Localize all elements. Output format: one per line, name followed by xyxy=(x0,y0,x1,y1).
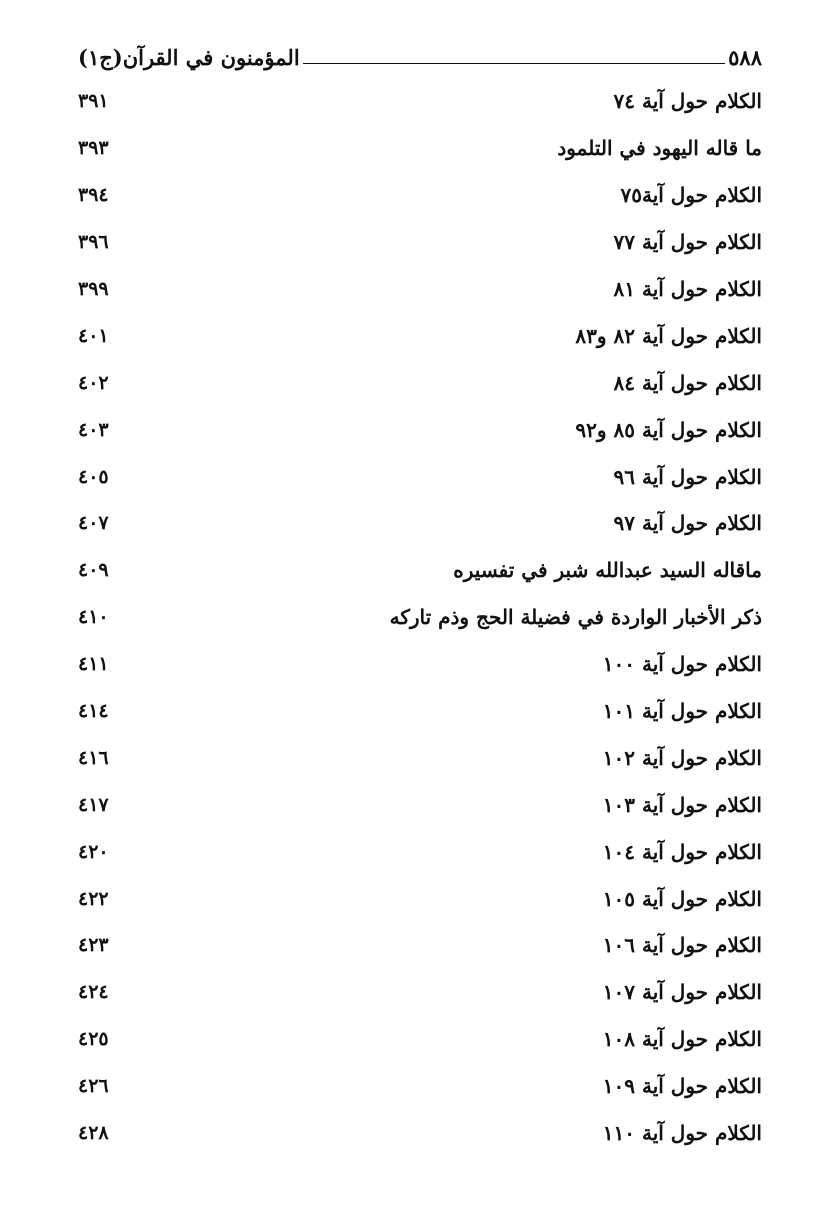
toc-entry-page-number: ٤٠٩ xyxy=(78,559,109,582)
toc-entry xyxy=(78,312,762,359)
toc-entry xyxy=(78,781,762,828)
toc-entry-title: الكلام حول آية ٧٧ xyxy=(613,230,762,255)
toc-entry-title: الكلام حول آية ١٠٦ xyxy=(602,933,762,958)
toc-entry-page-number: ٤٢٥ xyxy=(78,1028,109,1051)
toc-entry-title: الكلام حول آية ١٠٠ xyxy=(602,652,762,677)
toc-entry xyxy=(78,125,762,172)
toc-entry xyxy=(78,1110,762,1157)
toc-entry xyxy=(78,1063,762,1110)
toc-entry-page-number: ٤٢٤ xyxy=(78,981,109,1004)
toc-entry-page-number: ٣٩٤ xyxy=(78,184,109,207)
toc-entry-page-number: ٣٩٦ xyxy=(78,231,109,254)
toc-entry-page-number: ٣٩٩ xyxy=(78,278,109,300)
toc-entry xyxy=(78,688,762,735)
toc-entry-title: الكلام حول آية ١٠٧ xyxy=(602,980,762,1005)
toc-entry-title: الكلام حول آية ١٠٨ xyxy=(602,1027,762,1052)
toc-entry xyxy=(78,594,762,641)
toc-entry-title: الكلام حول آية ٨٢ و٨٣ xyxy=(575,323,762,348)
toc-entry-title: الكلام حول آية ٨٥ و٩٢ xyxy=(575,417,762,442)
toc-entry-page-number: ٤٢٠ xyxy=(78,840,109,863)
toc-entry xyxy=(78,1016,762,1063)
toc-entry-title: الكلام حول آية ١٠٩ xyxy=(602,1074,762,1099)
toc-entry xyxy=(78,172,762,219)
toc-entry-page-number: ٤١٠ xyxy=(78,606,109,629)
toc-entry-title: ذكر الأخبار الواردة في فضيلة الحج وذم تاركه xyxy=(389,605,762,630)
book-title: المؤمنون في القرآن(ج١) xyxy=(78,45,300,70)
toc-entry xyxy=(78,406,762,453)
toc-entry xyxy=(78,500,762,547)
toc-entry-page-number: ٤٢٦ xyxy=(78,1075,109,1098)
toc-entry xyxy=(78,219,762,266)
toc-entry-title: الكلام حول آية٧٥ xyxy=(620,183,762,208)
toc-entry xyxy=(78,969,762,1016)
toc-entry-title: الكلام حول آية ٩٧ xyxy=(613,511,762,536)
toc-entry-title: الكلام حول آية ٩٦ xyxy=(613,464,762,489)
toc-entry-page-number: ٤٠٢ xyxy=(78,371,109,394)
toc-entry-page-number: ٤٠٥ xyxy=(78,465,109,488)
toc-entry-title: الكلام حول آية ١١٠ xyxy=(602,1121,762,1146)
toc-entry xyxy=(78,453,762,500)
toc-entry-page-number: ٣٩٣ xyxy=(78,137,109,160)
toc-entry-title: الكلام حول آية ٨١ xyxy=(613,277,762,301)
toc-entry-title: ماقاله السيد عبدالله شبر في تفسيره xyxy=(453,558,762,583)
toc-entry-page-number: ٣٩١ xyxy=(78,90,109,113)
toc-entry xyxy=(78,547,762,594)
table-of-contents xyxy=(78,78,762,1156)
toc-entry-page-number: ٤١١ xyxy=(78,653,109,676)
toc-entry-page-number: ٤٠٧ xyxy=(78,512,109,535)
toc-entry-title: الكلام حول آية ٧٤ xyxy=(613,89,762,114)
toc-entry-title: الكلام حول آية ١٠١ xyxy=(602,699,762,724)
toc-entry xyxy=(78,359,762,406)
toc-entry-title: الكلام حول آية ١٠٢ xyxy=(602,745,762,770)
toc-entry-page-number: ٤٢٨ xyxy=(78,1122,109,1145)
toc-entry-title: الكلام حول آية ١٠٥ xyxy=(602,886,762,911)
toc-entry xyxy=(78,875,762,922)
toc-entry-page-number: ٤١٦ xyxy=(78,746,109,769)
toc-entry xyxy=(78,641,762,688)
toc-entry-page-number: ٤٠٣ xyxy=(78,418,109,441)
page-number: ٥٨٨ xyxy=(728,45,762,70)
toc-entry xyxy=(78,78,762,125)
toc-entry-title: الكلام حول آية ٨٤ xyxy=(613,370,762,395)
toc-entry xyxy=(78,266,762,313)
toc-entry-page-number: ٤٠١ xyxy=(78,324,109,347)
running-head xyxy=(78,38,762,74)
toc-entry xyxy=(78,734,762,781)
toc-entry xyxy=(78,922,762,969)
toc-entry xyxy=(78,828,762,875)
toc-entry-title: الكلام حول آية ١٠٤ xyxy=(602,839,762,864)
toc-entry-title: الكلام حول آية ١٠٣ xyxy=(602,792,762,817)
header-rule xyxy=(303,63,726,64)
toc-entry-title: ما قاله اليهود في التلمود xyxy=(557,136,762,161)
toc-entry-page-number: ٤٢٣ xyxy=(78,934,109,957)
toc-entry-page-number: ٤١٧ xyxy=(78,793,109,816)
toc-entry-page-number: ٤١٤ xyxy=(78,700,109,723)
toc-entry-page-number: ٤٢٢ xyxy=(78,887,109,910)
